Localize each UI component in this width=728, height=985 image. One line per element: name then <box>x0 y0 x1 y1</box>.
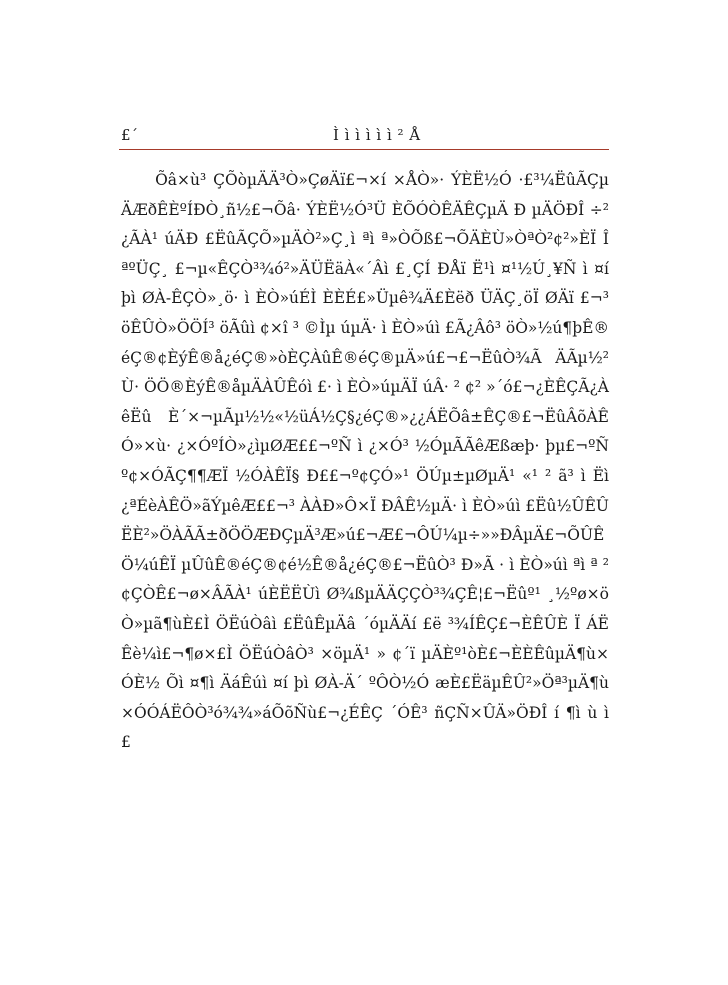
paragraph-1: Õâ×ù³ ÇÕòµÄÄ³Ò»ÇøÄï£¬×í ×ÅÒ»· ÝÈË½Ó ·£³¼ËûÃÇµÄÆðÊÈºÍÐÒ¸ñ½£¬Õâ· ÝÈË½Ó³Ü ÈÕÓÒÊÄÊÇµÄ Ð µÄÖÐÎ ÷²¿ÃÀ¹ úÄÐ £ËûÃÇÕ»µÄÒ²»Ç¸ì ªì ª»ÒÕß£¬ÕÄÈÙ»ÒªÒ²¢²»ÈÏ Î ªºÜÇ¸ £¬µ«ÊÇÒ³¾ó²»ÄÜËäÀ«´Âì £¸ÇÍ ÐÅï Ë¹ì ¤¹½Ú¸¥Ñ ì ¤í þì ØÀ-ÊÇÒ»¸ö· ì ÈÒ»úÉÌ ÈÈÉ£»Üµê¾Ä£Èëð ÜÄÇ¸öÏ ØÄï £¬³ öÊÛÒ»ÖÖÍ³ öÃûì ¢×î ³ ©Ìµ úµÄ· ì ÈÒ»úì £Ã¿Âô³ öÒ»½ú¶þÊ®éÇ®¢ÈýÊ®å¿éÇ®»òÈÇÀûÊ®éÇ®µÄ»ú£¬£¬ËûÒ¾Ã ÄÃµ½²Ù· ÖÖ®ÈýÊ®åµÄÀÛÊóì £· ì ÈÒ»úµÄÏ úÂ· ² ¢² »´ó£¬¿ÈÊÇÃ¿ÀêËû È´×¬µÃµ½½«½üÁ½Ç§¿éÇ®»¿¿ÁËÕâ±ÊÇ®£¬ËûÂõÀÊÓ»×ù· ¿×ÓºÍÒ»¿ìµØÆ££¬ºÑ ì ¿×Ó³ ½ÓµÃÃêÆßæþ· þµ£¬ºÑº¢×ÓÃÇ¶¶ÆÏ ½ÓÀÊÏ§ Ð££¬º¢ÇÓ»¹ ÖÚµ±µØµÄ¹ «¹ ² ã³ ì Ëì ¿ªÉèÀÊÖ»ãÝµêÆ££¬³ ÀÀÐ»Ô×Ï ÐÂÊ½µÄ· ì ÈÒ»úì £Ëû½ÛÊÛËÈ²»ÖÀÃÃ±ðÖÖÆÐÇµÄ³Æ»ú£¬Æ£¬ÔÚ¼µ÷»»ÐÂµÄ£¬ÕÛÊÖ¼úÊÏ µÛûÊ®éÇ®¢é½Ê®å¿éÇ®£¬ËûÒ³ Ð»Ã · ì ÈÒ»úì ªì ª ² ¢ÇÒÊ£¬ø×ÂÃÀ¹ úÈËËÙì Ø¾ßµÄÄÇÇÒ³¾ÇÊ¦£¬Ëûº¹ ¸½ºø×öÒ»µã¶ùÈ£Ì ÖËúÒâì £ËûÊµÄâ ´óµÄÄí £ë ³¾ÍÊÇ£¬ÈÊÛÈ Ï ÁËÊè¼ì£¬¶ø×£Ì ÖËúÒâÒ³ ×öµÄ¹ » ¢´ï µÄÈº¹òÈ£¬ÈÈÊûµÄ¶ù×ÓÈ½ Õì ¤¶ì ÄáÊúì ¤í þì ØÀ-Ä´ ºÔÒ½Ó æÈ£ËäµÊÛ²»Öª³µÄ¶ù×ÓÓÁËÔÒ³ó¾¾»áÕõÑù£¬¿ÉÊÇ ´ÓÊ³ ñÇÑ×ÛÄ»ÖÐÎ í ¶ì ù ì £ <box>121 171 609 752</box>
running-title: Ì ì ì ì ì ì ² Å <box>333 126 421 144</box>
body-text <box>121 166 609 758</box>
header-divider <box>119 149 609 150</box>
page-number: £´ <box>121 126 139 144</box>
running-header <box>0 126 728 148</box>
